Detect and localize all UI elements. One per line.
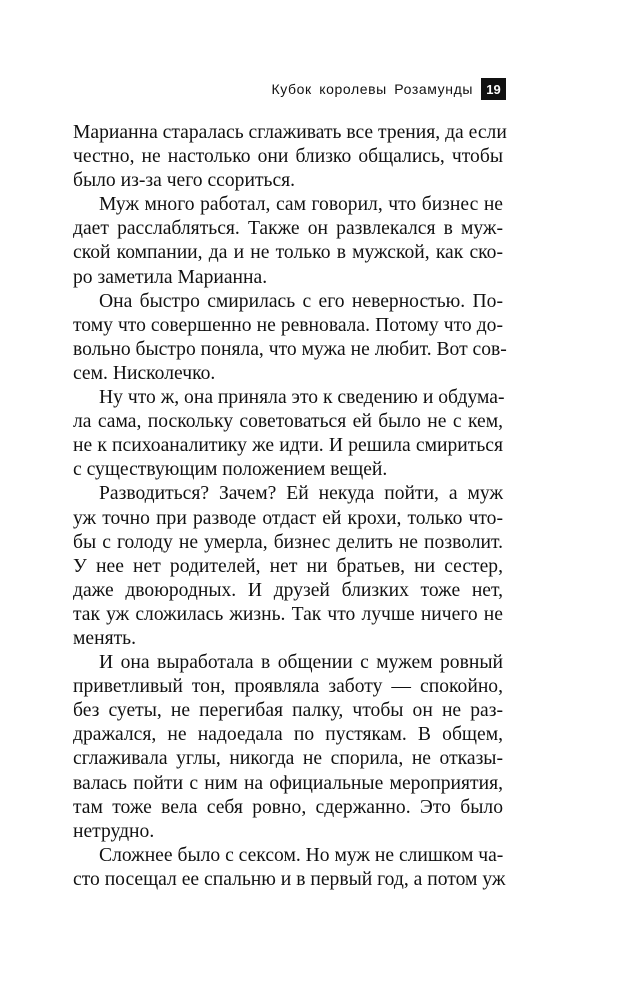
running-head [271, 78, 506, 100]
text-line: дает расслабляться. Также он развлекался в муж- [73, 218, 503, 240]
text-line: нетрудно. [73, 820, 155, 842]
text-line: И она выработала в общении с мужем ровный [99, 652, 503, 674]
text-line: дражался, не надоедала по пустякам. В общем, [73, 724, 503, 746]
text-line: ла сама, поскольку советоваться ей было не с кем, [73, 411, 503, 433]
text-line: с существующим положением вещей. [73, 459, 388, 481]
text-line: валась пойти с ним на официальные мероприятия, [73, 772, 503, 794]
text-line: Муж много работал, сам говорил, что бизнес не [99, 194, 503, 216]
text-line: Она быстро смирилась с его неверностью. По- [99, 290, 503, 312]
text-line: сглаживала углы, никогда не спорила, не отказы- [73, 748, 503, 770]
text-line: было из-за чего ссориться. [73, 170, 296, 192]
text-line: сто посещал ее спальню и в первый год, а потом уж [73, 868, 506, 890]
text-line: Сложнее было с сексом. Но муж не слишком ча- [99, 844, 504, 866]
text-line: даже двоюродных. И друзей близких тоже нет, [73, 579, 503, 601]
text-line: менять. [73, 627, 136, 649]
text-line: тому что совершенно не ревновала. Потому что до- [73, 314, 503, 336]
text-line: вольно быстро поняла, что мужа не любит. Вот сов- [73, 338, 507, 360]
text-line: Марианна старалась сглаживать все трения, да если [73, 122, 507, 143]
text-line: уж точно при разводе отдаст ей крохи, только что- [73, 507, 503, 529]
text-line: честно, не настолько они близко общались, чтобы [73, 146, 503, 168]
text-line: ской компании, да и не только в мужской, как ско- [73, 242, 503, 264]
text-line: Ну что ж, она приняла это к сведению и обдума- [99, 387, 505, 409]
text-line: сем. Нисколечко. [73, 362, 216, 384]
text-line: там тоже вела себя ровно, сдержанно. Это было [73, 796, 503, 818]
body-text [73, 121, 507, 892]
text-line: так уж сложилась жизнь. Так что лучше ничего не [73, 603, 503, 625]
text-line: приветливый тон, проявляла заботу — спокойно, [73, 676, 503, 698]
text-line: Разводиться? Зачем? Ей некуда пойти, а муж [99, 483, 503, 505]
page-number-badge: 19 [481, 78, 506, 100]
text-line: не к психоаналитику же идти. И решила смириться [73, 435, 503, 457]
text-line: ро заметила Марианна. [73, 266, 268, 288]
text-line: бы с голоду не умерла, бизнес делить не позволит. [73, 531, 503, 553]
running-title: Кубок королевы Розамунды [271, 81, 473, 97]
text-line: У нее нет родителей, нет ни братьев, ни сестер, [73, 555, 503, 577]
text-line: без суеты, не перегибая палку, чтобы он не раз- [73, 700, 503, 722]
